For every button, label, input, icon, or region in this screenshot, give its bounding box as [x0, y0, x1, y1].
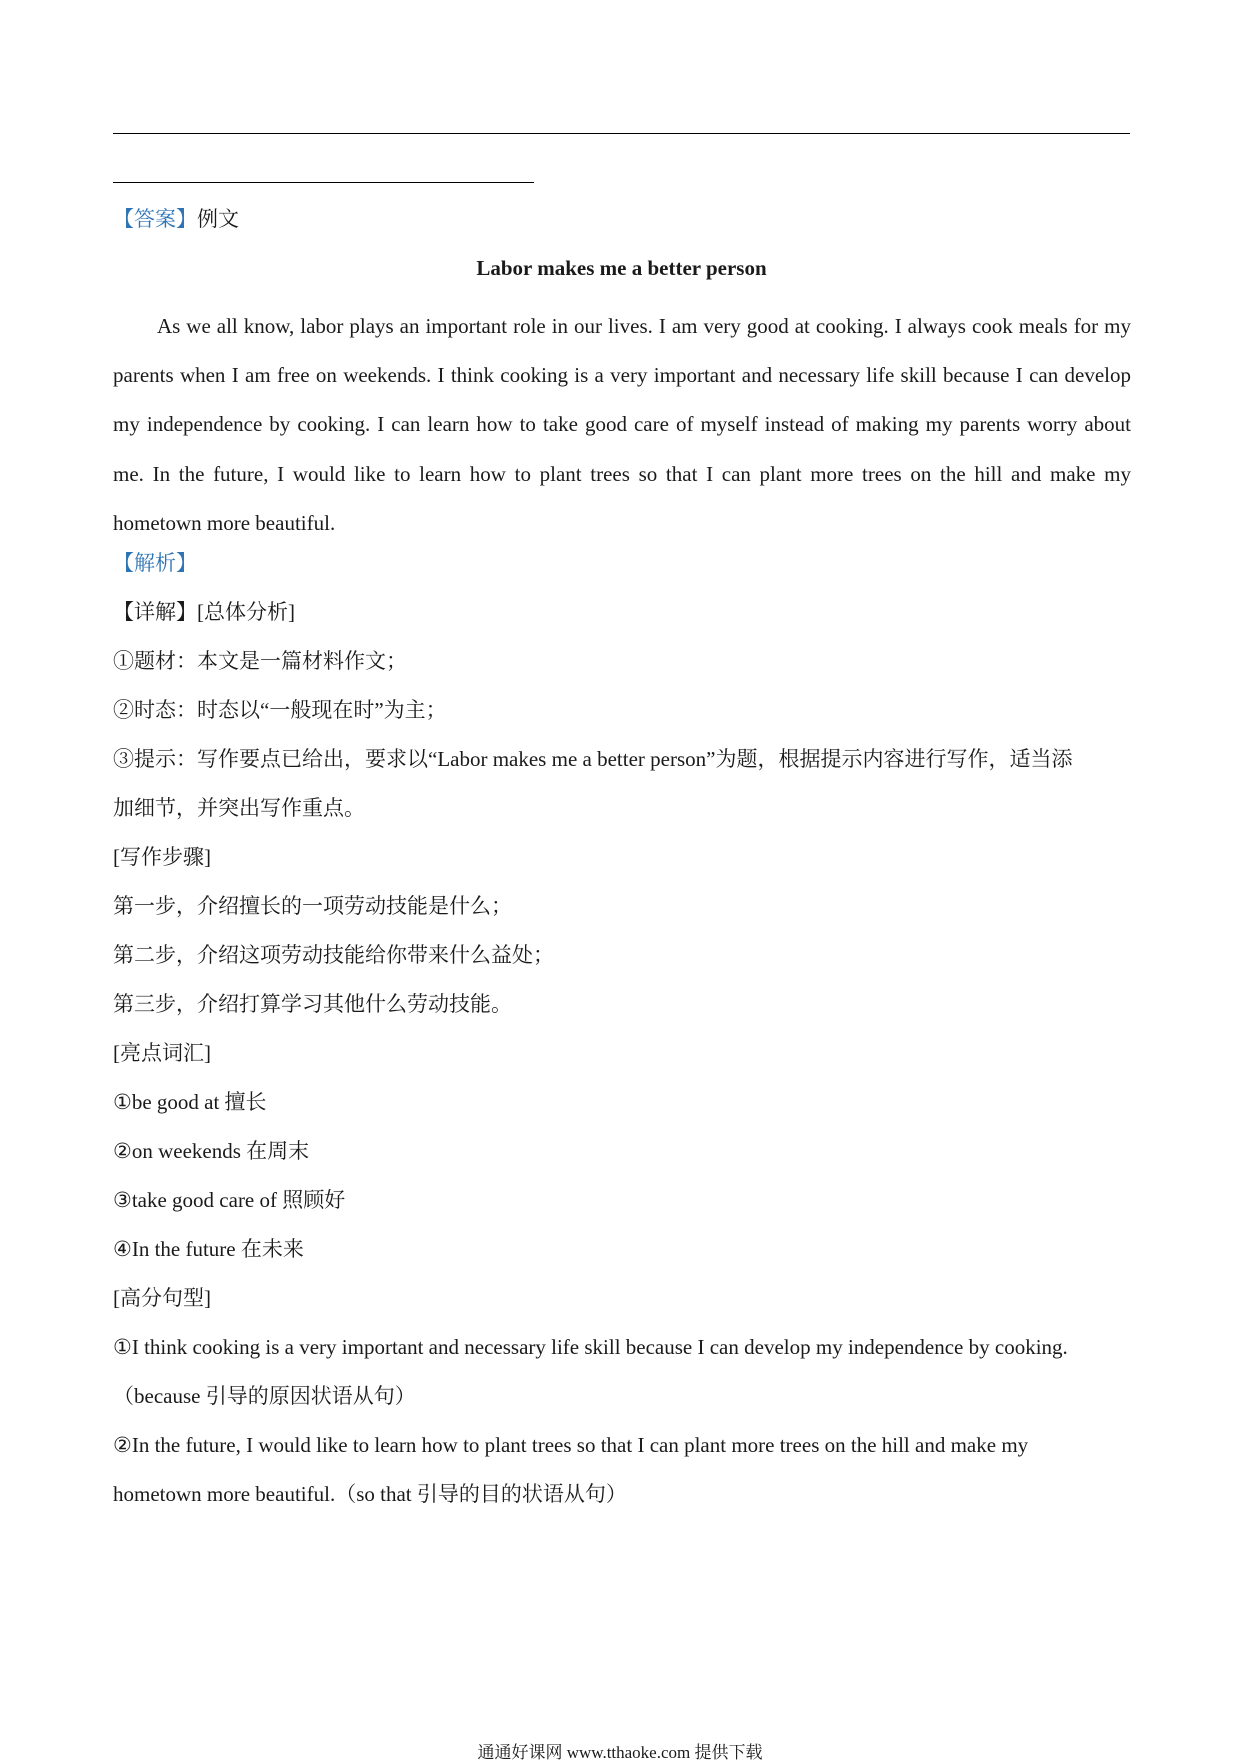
analysis-tag: 【解析】 — [113, 551, 197, 575]
detail-header — [113, 598, 295, 626]
step-item: 第一步，介绍擅长的一项劳动技能是什么； — [113, 894, 512, 918]
overall-item: ②时态：时态以“一般现在时”为主； — [113, 698, 447, 722]
answer-blank-line-2 — [113, 182, 534, 183]
overall-item: 加细节，并突出写作重点。 — [113, 796, 365, 820]
essay-body: As we all know, labor plays an important role in our lives. I am very good at cooking. I always cook meals for my parents when I am free on weekends. I think cooking is a very important and necessary life skill because I can develop my independence by cooking. I can learn how to take good care of myself instead of making my parents worry about me. In the future, I would like to learn how to plant trees so that I can plant more trees on the hill and make my hometown more beautiful. — [113, 314, 1131, 535]
step-item: 第二步，介绍这项劳动技能给你带来什么益处； — [113, 943, 554, 967]
answer-header — [113, 205, 239, 233]
vocab-item: ③take good care of 照顾好 — [113, 1188, 346, 1212]
sentences-heading: [高分句型] — [113, 1286, 211, 1310]
overall-heading: [总体分析] — [197, 600, 295, 624]
sentence-item: hometown more beautiful.（so that 引导的目的状语从句） — [113, 1482, 627, 1506]
vocab-item: ②on weekends 在周末 — [113, 1139, 310, 1163]
sentence-note: （because 引导的原因状语从句） — [113, 1384, 416, 1408]
step-item: 第三步，介绍打算学习其他什么劳动技能。 — [113, 992, 512, 1016]
steps-heading: [写作步骤] — [113, 845, 211, 869]
detail-tag: 【详解】 — [113, 600, 197, 624]
answer-blank-line-1 — [113, 133, 1130, 134]
sentence-item: ②In the future, I would like to learn how to plant trees so that I can plant more trees on the hill and make my — [113, 1433, 1029, 1457]
vocab-heading: [亮点词汇] — [113, 1041, 211, 1065]
answer-label: 例文 — [197, 207, 239, 231]
answer-tag: 【答案】 — [113, 207, 197, 231]
footer-source: 通通好课网 www.tthaoke.com 提供下载 — [477, 1743, 763, 1762]
vocab-item: ④In the future 在未来 — [113, 1237, 304, 1261]
overall-item: ③提示：写作要点已给出，要求以“Labor makes me a better person”为题，根据提示内容进行写作，适当添 — [113, 747, 1073, 771]
essay-title: Labor makes me a better person — [476, 256, 767, 280]
overall-item: ①题材：本文是一篇材料作文； — [113, 649, 407, 673]
vocab-item: ①be good at 擅长 — [113, 1090, 267, 1114]
sentence-item: ①I think cooking is a very important and necessary life skill because I can develop my independence by cooking. — [113, 1335, 1068, 1359]
